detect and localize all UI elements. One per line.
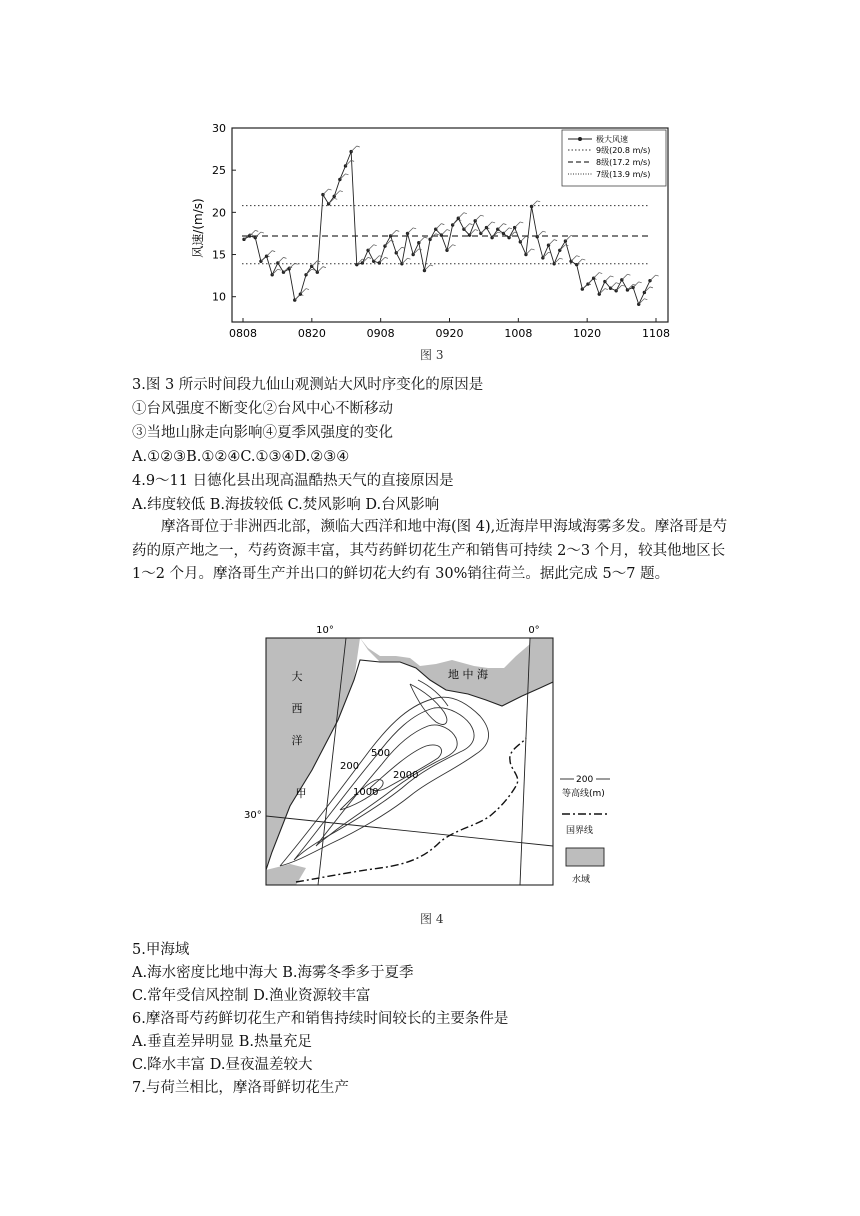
q4-stem: 4.9～11 日德化县出现高温酷热天气的直接原因是 <box>132 473 454 489</box>
wind-barb-flag <box>345 174 348 175</box>
wind-barb-flag <box>481 215 484 216</box>
wind-barb <box>475 215 481 221</box>
q6-stem: 6.摩洛哥芍药鲜切花生产和销售持续时间较长的主要条件是 <box>132 1011 509 1027</box>
wind-barb <box>594 273 600 279</box>
wind-barb-flag <box>255 230 258 231</box>
wind-barb-flag <box>407 258 410 259</box>
wind-barb <box>605 276 611 282</box>
wind-barb-flag <box>323 267 326 268</box>
wind-barb-flag <box>656 275 659 276</box>
wind-barb <box>408 228 414 234</box>
wind-barb <box>464 224 470 230</box>
y-tick-label: 20 <box>212 206 226 220</box>
wind-barb <box>278 257 284 263</box>
q5-options-cd: C.常年受信风控制 D.渔业资源较丰富 <box>132 988 371 1004</box>
wind-barb <box>537 231 543 237</box>
wind-barb-flag <box>605 289 608 290</box>
map-legend <box>560 775 610 885</box>
ocean-label-char-2: 西 <box>291 702 303 715</box>
q3-line2: ③当地山脉走向影响④夏季风强度的变化 <box>132 425 393 441</box>
wind-barb <box>515 222 521 228</box>
wind-barb-flag <box>362 259 365 260</box>
atlantic-ocean-area <box>266 638 360 870</box>
wind-barb-flag <box>515 232 518 233</box>
wind-barb-flag <box>509 228 512 229</box>
wind-barb-flag <box>436 234 439 235</box>
wind-barb-flag <box>520 222 523 223</box>
wind-barb-flag <box>492 222 495 223</box>
wind-barb <box>611 283 617 289</box>
wind-barb <box>549 240 555 246</box>
x-tick-label: 0908 <box>366 327 395 340</box>
y-tick-label: 30 <box>212 122 226 135</box>
wind-barb-flag <box>639 282 642 283</box>
figure-4-map <box>240 620 620 895</box>
passage-text: 摩洛哥位于非洲西北部，濒临大西洋和地中海(图 4),近海岸甲海域海雾多发。摩洛哥是芍药的原产地之一，芍药资源丰富，其芍药鲜切花生产和销售可持续 2～3 个月，较其他地区长 1～2 个月。摩洛哥生产并出口的鲜切花大约有 30%销往荷兰。据此完成 5～7 题。 <box>132 519 728 582</box>
ocean-label-char-1: 大 <box>291 670 303 683</box>
wind-barb-flag <box>498 232 501 233</box>
wind-barb <box>419 237 425 243</box>
wind-barb-flag <box>441 224 444 225</box>
wind-barb <box>368 245 374 251</box>
wind-barb-flag <box>261 232 264 233</box>
wind-barb-flag <box>464 213 467 214</box>
wind-barb <box>622 274 628 280</box>
wind-barb <box>503 228 509 234</box>
wind-barb-flag <box>283 257 286 258</box>
reference-lines <box>242 206 650 264</box>
x-tick-label: 1008 <box>504 327 533 340</box>
wind-barb-flag <box>644 299 647 300</box>
contour-label-2000: 2000 <box>393 770 419 781</box>
wind-barb <box>289 263 295 269</box>
legend-border-title: 国界线 <box>566 826 594 836</box>
y-tick-label: 25 <box>212 164 226 178</box>
wind-barb <box>441 230 447 236</box>
wind-barb-flag <box>610 276 613 277</box>
q3-options: A.①②③B.①②④C.①③④D.②③④ <box>132 449 350 465</box>
wind-barb-flag <box>391 240 394 241</box>
point-jia-label: 甲 <box>295 787 307 800</box>
y-axis-label: 风速/(m/s) <box>191 198 205 258</box>
wind-barb-flag <box>329 189 332 190</box>
wind-barb <box>323 189 329 195</box>
wind-barb <box>520 236 526 242</box>
contour-label-200: 200 <box>340 761 360 772</box>
wind-barb-flag <box>475 230 478 231</box>
wind-barb-flag <box>560 258 563 259</box>
wind-barb-flag <box>599 273 602 274</box>
legend-item-level9: 9级(20.8 m/s) <box>596 146 651 155</box>
passage <box>132 516 732 587</box>
contour-label-1000: 1000 <box>353 787 379 798</box>
wind-barb-flag <box>627 274 630 275</box>
wind-barb <box>329 198 335 204</box>
wind-barb-flag <box>396 230 399 231</box>
q6-options-cd: C.降水丰富 D.昼夜温差较大 <box>132 1057 313 1073</box>
wind-barb-flag <box>470 224 473 225</box>
x-tick-label: 0808 <box>229 327 257 340</box>
x-tick-label: 0920 <box>435 327 464 340</box>
legend-water-title: 水域 <box>572 875 591 885</box>
q5-options-ab: A.海水密度比地中海大 B.海雾冬季多于夏季 <box>132 965 414 981</box>
wind-barb-flag <box>543 231 546 232</box>
wind-barb-flag <box>385 257 388 258</box>
wind-barb <box>312 261 318 267</box>
wind-barb-flag <box>554 240 557 241</box>
wind-barb <box>250 230 256 236</box>
wind-barb <box>458 213 464 219</box>
figure-3-caption: 图 3 <box>420 348 444 362</box>
wind-barb-flag <box>334 198 337 199</box>
figure-4-caption: 图 4 <box>420 912 444 926</box>
legend-item-level7: 7级(13.9 m/s) <box>596 170 651 179</box>
wind-barb-flag <box>402 247 405 248</box>
wind-barb-flag <box>453 245 456 246</box>
wind-barb <box>498 224 504 230</box>
wind-barb-flag <box>374 245 377 246</box>
wind-barb-flag <box>616 283 619 284</box>
wind-barb-flag <box>424 237 427 238</box>
wind-barb-flag <box>272 251 275 252</box>
wind-barb-flag <box>622 285 625 286</box>
wind-barb <box>571 256 577 262</box>
legend-item-level8: 8级(17.2 m/s) <box>596 158 651 167</box>
q3-line1: ①台风强度不断变化②台风中心不断移动 <box>132 401 393 417</box>
q5-stem: 5.甲海域 <box>132 942 190 958</box>
lon-label-10: 10° <box>316 625 334 636</box>
wind-barb <box>317 267 323 273</box>
figure-3-chart <box>180 118 680 340</box>
x-tick-label: 1020 <box>573 327 602 340</box>
wind-barb <box>255 232 261 238</box>
wind-barb <box>374 256 380 262</box>
wind-barb <box>650 275 656 281</box>
wind-barb-flag <box>340 191 343 192</box>
wind-barb-flag <box>368 257 371 258</box>
q7-stem: 7.与荷兰相比，摩洛哥鲜切花生产 <box>132 1080 349 1096</box>
y-tick-label: 15 <box>212 248 226 262</box>
wind-barb-flag <box>278 269 281 270</box>
wind-barb <box>453 219 459 225</box>
lat-label-30: 30° <box>244 810 262 821</box>
ocean-label-char-3: 洋 <box>291 734 303 747</box>
legend-contour-title: 等高线(m) <box>562 789 605 799</box>
x-tick-label: 1108 <box>642 327 670 340</box>
contour-label-500: 500 <box>371 748 391 759</box>
wind-barb-flag <box>503 224 506 225</box>
wind-barb-flag <box>582 259 585 260</box>
wind-barb-flag <box>565 245 568 246</box>
x-tick-label: 0820 <box>297 327 326 340</box>
wind-barb-flag <box>577 256 580 257</box>
wind-barb-flag <box>537 201 540 202</box>
chart-legend <box>562 130 666 186</box>
q4-options: A.纬度较低 B.海拔较低 C.焚风影响 D.台风影响 <box>132 497 440 513</box>
wind-barb-flag <box>413 228 416 229</box>
q3-stem: 3.图 3 所示时间段九仙山观测站大风时序变化的原因是 <box>132 377 484 393</box>
wind-barb <box>486 222 492 228</box>
wind-barb-flag <box>447 230 450 231</box>
legend-contour-value: 200 <box>576 775 594 785</box>
wind-barb-flag <box>532 249 535 250</box>
legend-item-gust: 极大风速 <box>596 135 628 144</box>
lon-label-0: 0° <box>528 625 540 636</box>
wind-barb-flag <box>419 249 422 250</box>
border-line <box>296 738 526 882</box>
x-axis <box>229 318 670 340</box>
wind-barb-flag <box>306 289 309 290</box>
wind-barb <box>351 146 357 152</box>
wind-barb <box>391 230 397 236</box>
wind-barb-flag <box>430 265 433 266</box>
y-tick-label: 10 <box>212 290 226 304</box>
wind-barb-flag <box>650 287 653 288</box>
mediterranean-label: 地 中 海 <box>448 668 488 681</box>
wind-barb-flag <box>357 146 360 147</box>
wind-barb <box>436 224 442 230</box>
wind-barb <box>267 251 273 257</box>
q6-options-ab: A.垂直差异明显 B.热量充足 <box>132 1034 312 1050</box>
wind-barb <box>396 247 402 253</box>
